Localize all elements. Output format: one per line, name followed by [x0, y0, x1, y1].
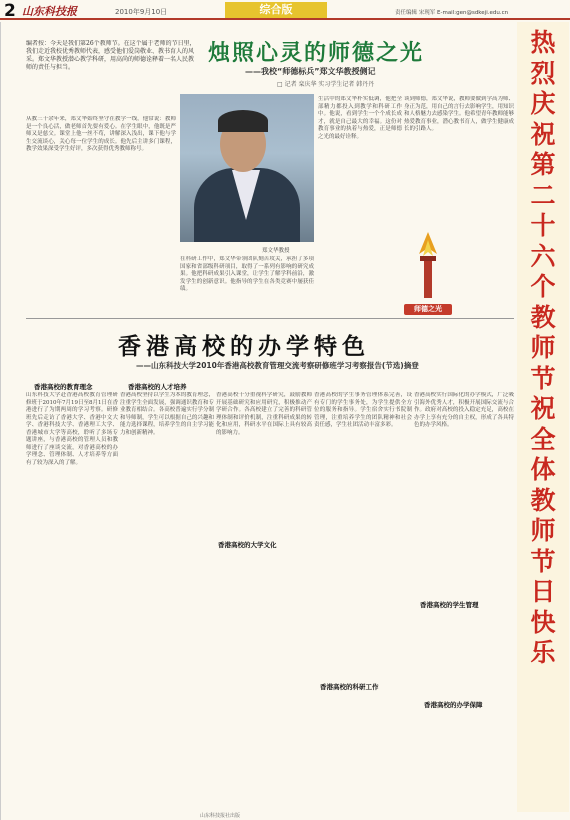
feature-title: 烛照心灵的师德之光	[208, 40, 425, 66]
editors-line: 责任编辑 宋现军 E-mail:gen@sdkeji.edu.cn	[395, 10, 509, 16]
teacher-ethics-emblem	[404, 228, 452, 328]
feature-byline: □ 记者 栾庆华 实习学生记者 韩丹丹	[277, 81, 375, 88]
heading-3: 香港高校的大学文化	[218, 541, 277, 549]
feature-column-1: 从教三十余年来，郑文华始终坚守在教学一线，他常说：教师是一个良心活，做老师首先要有爱心。在学生眼中，他既是严师又是慈父。课堂上他一丝不苟，讲解深入浅出，课下他与学生交流谈心，关心每一位学生的成长。他先后主讲多门课程，教学效果深受学生好评，多次获得优秀教师称号。	[26, 116, 176, 152]
heading-6: 香港高校的办学保障	[424, 701, 483, 709]
heading-1: 香港高校的教育理念	[34, 383, 93, 391]
paper-logo: 山东科技报	[22, 5, 77, 18]
feature-column-2: 在科研工作中，郑文华带领团队刻苦攻关，承担了多项国家和省部级科研项目，取得了一系列有影响的研究成果。他把科研成果引入课堂，让学生了解学科前沿，激发学生的创新意识。他指导的学生在各类竞赛中屡获佳绩。	[180, 256, 314, 292]
emblem-label: 师德之光	[404, 304, 452, 315]
heading-5: 香港高校的学生管理	[420, 601, 479, 609]
article2-subtitle: ——山东科技大学2010年香港高校教育管理交流考察研修班学习考察报告(节选)摘登	[136, 361, 419, 370]
heading-2: 香港高校的人才培养	[128, 383, 187, 391]
page-footer: 山东科技报社出版	[200, 813, 241, 819]
torch-icon	[404, 228, 452, 304]
fold-line	[0, 22, 1, 820]
article2-column-3: 香港高校十分重视科学研究，鼓励教师开展基础研究和应用研究，积极推动产学研合作。各高校建立了完善的科研管理体制和评价机制，注重科研成果的转化和应用，科研水平在国际上具有较高的影响力。	[216, 392, 312, 436]
article2-column-4: 香港高校的学生事务管理体系完善，设有专门的学生事务处，为学生提供全方位的服务和指导。学生宿舍实行书院制管理，注重培养学生的团队精神和社会责任感，学生社团活动丰富多彩。	[314, 392, 412, 428]
portrait-photo	[180, 94, 314, 242]
feature-column-4: 谈到师德，郑文华说，教师要做到学高为师、身正为范，用自己的言行去影响学生，用知识和人格魅力去感染学生。他希望青年教师能够热爱教育事业，潜心教书育人，做学生健康成长的引路人。	[404, 96, 514, 132]
section-tab: 综合版	[225, 2, 327, 18]
article2-column-1: 山东科技大学赴香港高校教育管理研修班于2010年7月19日至8月1日在香港进行了为期两周的学习考察。研修班先后走访了香港大学、香港中文大学、香港科技大学、香港理工大学、香港城市大学等高校，聆听了多场专题讲座，与香港高校的管理人员和教师进行了座谈交流，对香港高校的办学理念、管理体制、人才培养等方面有了较为深入的了解。	[26, 392, 118, 466]
issue-date: 2010年9月10日	[115, 8, 168, 16]
page-number: 2	[4, 1, 16, 21]
editor-note: 编者按：今天是我们第26个教师节。在这个属于老师的节日里，我们走近我校优秀教师代表，感受他们爱岗敬业、教书育人的风采。郑文华教授潜心教学科研，用高尚的师德诠释着一名人民教师的责任与担当。	[26, 40, 196, 71]
section-divider	[26, 318, 514, 319]
vertical-greeting: 热烈庆祝第二十六个教师节祝全体教师节日快乐	[530, 28, 556, 667]
feature-subtitle: ——我校“师德标兵”郑文华教授侧记	[245, 67, 376, 76]
heading-4: 香港高校的科研工作	[320, 683, 379, 691]
article2-title: 香港高校的办学特色	[118, 333, 370, 360]
article2-column-2: 香港高校坚持以学生为本的教育理念，注重学生全面发展，强调通识教育和专业教育相结合。各高校普遍实行学分制和导师制，学生可以根据自己的兴趣和能力选择课程，培养学生的自主学习能力和创新精神。	[120, 392, 214, 436]
masthead	[0, 0, 570, 20]
photo-caption: 郑文华教授	[262, 248, 290, 254]
article2-column-5: 香港高校实行国际化的办学模式，广泛吸引海外优秀人才，积极开展国际交流与合作。政府对高校的投入稳定充足，高校在办学上享有充分的自主权，形成了各具特色的办学风格。	[414, 392, 514, 428]
feature-column-3: 生活中的郑文华朴实低调，他把全部精力都投入到教学和科研工作中。他说，看到学生一个个成长成才，就是自己最大的幸福。这份对教育事业的执着与热爱，正是师德之光的最好诠释。	[318, 96, 402, 140]
